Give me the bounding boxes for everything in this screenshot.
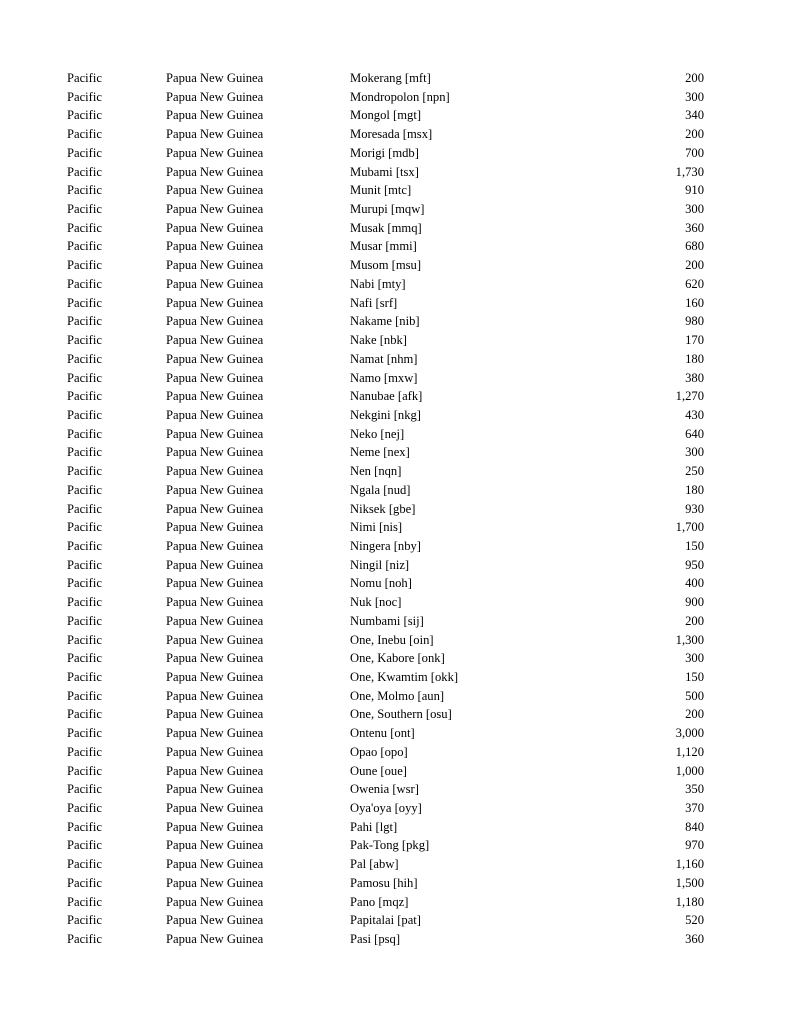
region-cell: Pacific bbox=[67, 482, 102, 497]
speakers-cell: 1,730 bbox=[675, 164, 704, 179]
speakers-cell: 640 bbox=[685, 426, 704, 441]
country-cell: Papua New Guinea bbox=[166, 838, 264, 853]
country-cell: Papua New Guinea bbox=[166, 894, 264, 909]
region-cell: Pacific bbox=[67, 688, 102, 703]
country-cell: Papua New Guinea bbox=[166, 220, 264, 235]
language-cell: One, Molmo [aun] bbox=[350, 688, 445, 703]
region-cell: Pacific bbox=[67, 220, 102, 235]
table-row bbox=[0, 90, 791, 109]
speakers-cell: 980 bbox=[685, 314, 704, 329]
country-cell: Papua New Guinea bbox=[166, 595, 264, 610]
speakers-cell: 700 bbox=[685, 145, 704, 160]
speakers-cell: 300 bbox=[685, 445, 704, 460]
speakers-cell: 160 bbox=[685, 295, 704, 310]
country-cell: Papua New Guinea bbox=[166, 164, 264, 179]
country-cell: Papua New Guinea bbox=[166, 407, 264, 422]
language-cell: Opao [opo] bbox=[350, 744, 408, 759]
speakers-cell: 180 bbox=[685, 482, 704, 497]
speakers-cell: 910 bbox=[685, 183, 704, 198]
region-cell: Pacific bbox=[67, 595, 102, 610]
language-cell: Ngala [nud] bbox=[350, 482, 411, 497]
language-cell: One, Inebu [oin] bbox=[350, 632, 434, 647]
country-cell: Papua New Guinea bbox=[166, 707, 264, 722]
table-row bbox=[0, 876, 791, 895]
language-cell: One, Kwamtim [okk] bbox=[350, 670, 459, 684]
language-cell: Mokerang [mft] bbox=[350, 71, 431, 85]
region-cell: Pacific bbox=[67, 707, 102, 722]
speakers-cell: 680 bbox=[685, 239, 704, 254]
country-cell: Papua New Guinea bbox=[166, 520, 264, 535]
table-row bbox=[0, 895, 791, 914]
speakers-cell: 1,180 bbox=[675, 894, 704, 909]
country-cell: Papua New Guinea bbox=[166, 857, 264, 872]
region-cell: Pacific bbox=[67, 651, 102, 666]
language-cell: Papitalai [pat] bbox=[350, 913, 421, 928]
table-row bbox=[0, 689, 791, 708]
country-cell: Papua New Guinea bbox=[166, 464, 264, 479]
region-cell: Pacific bbox=[67, 351, 102, 366]
region-cell: Pacific bbox=[67, 127, 102, 142]
language-cell: Nuk [noc] bbox=[350, 595, 402, 610]
region-cell: Pacific bbox=[67, 857, 102, 872]
country-cell: Papua New Guinea bbox=[166, 276, 264, 291]
table-row bbox=[0, 595, 791, 614]
language-cell: Owenia [wsr] bbox=[350, 782, 419, 797]
country-cell: Papua New Guinea bbox=[166, 351, 264, 366]
region-cell: Pacific bbox=[67, 295, 102, 310]
country-cell: Papua New Guinea bbox=[166, 782, 264, 797]
country-cell: Papua New Guinea bbox=[166, 333, 264, 348]
speakers-cell: 300 bbox=[685, 651, 704, 666]
table-row bbox=[0, 127, 791, 146]
language-cell: Neko [nej] bbox=[350, 426, 405, 441]
language-cell: Nakame [nib] bbox=[350, 314, 420, 329]
speakers-cell: 520 bbox=[685, 913, 704, 928]
language-cell: Nimi [nis] bbox=[350, 520, 403, 535]
country-cell: Papua New Guinea bbox=[166, 651, 264, 666]
region-cell: Pacific bbox=[67, 632, 102, 647]
region-cell: Pacific bbox=[67, 333, 102, 348]
country-cell: Papua New Guinea bbox=[166, 501, 264, 516]
speakers-cell: 1,300 bbox=[675, 632, 704, 647]
language-cell: Murupi [mqw] bbox=[350, 202, 425, 217]
language-cell: Oune [oue] bbox=[350, 763, 407, 778]
speakers-cell: 380 bbox=[685, 370, 704, 385]
table-row bbox=[0, 651, 791, 670]
speakers-cell: 950 bbox=[685, 557, 704, 572]
region-cell: Pacific bbox=[67, 370, 102, 385]
speakers-cell: 200 bbox=[685, 127, 704, 142]
country-cell: Papua New Guinea bbox=[166, 744, 264, 759]
speakers-cell: 1,000 bbox=[675, 763, 704, 778]
table-row bbox=[0, 670, 791, 689]
country-cell: Papua New Guinea bbox=[166, 613, 264, 628]
language-cell: Nomu [noh] bbox=[350, 576, 412, 591]
speakers-cell: 250 bbox=[685, 464, 704, 479]
region-cell: Pacific bbox=[67, 89, 102, 104]
country-cell: Papua New Guinea bbox=[166, 314, 264, 329]
region-cell: Pacific bbox=[67, 913, 102, 928]
speakers-cell: 200 bbox=[685, 71, 704, 85]
language-cell: Musak [mmq] bbox=[350, 220, 422, 235]
table-row bbox=[0, 277, 791, 296]
country-cell: Papua New Guinea bbox=[166, 557, 264, 572]
speakers-cell: 1,700 bbox=[675, 520, 704, 535]
table-row bbox=[0, 932, 791, 951]
speakers-cell: 3,000 bbox=[675, 726, 704, 741]
table-row bbox=[0, 183, 791, 202]
table-row bbox=[0, 239, 791, 258]
region-cell: Pacific bbox=[67, 464, 102, 479]
table-row bbox=[0, 764, 791, 783]
table-row bbox=[0, 258, 791, 277]
table-row bbox=[0, 389, 791, 408]
country-cell: Papua New Guinea bbox=[166, 576, 264, 591]
country-cell: Papua New Guinea bbox=[166, 538, 264, 553]
language-cell: Mondropolon [npn] bbox=[350, 89, 450, 104]
country-cell: Papua New Guinea bbox=[166, 819, 264, 834]
region-cell: Pacific bbox=[67, 108, 102, 123]
language-cell: Pasi [psq] bbox=[350, 932, 401, 947]
country-cell: Papua New Guinea bbox=[166, 913, 264, 928]
speakers-cell: 430 bbox=[685, 407, 704, 422]
table-row bbox=[0, 108, 791, 127]
speakers-cell: 200 bbox=[685, 258, 704, 273]
language-cell: Morigi [mdb] bbox=[350, 145, 419, 160]
language-cell: Mongol [mgt] bbox=[350, 108, 422, 123]
language-cell: Mubami [tsx] bbox=[350, 164, 419, 179]
speakers-cell: 930 bbox=[685, 501, 704, 516]
language-cell: Nafi [srf] bbox=[350, 295, 398, 310]
language-cell: Oya'oya [oyy] bbox=[350, 801, 422, 816]
table-row bbox=[0, 314, 791, 333]
region-cell: Pacific bbox=[67, 314, 102, 329]
region-cell: Pacific bbox=[67, 557, 102, 572]
region-cell: Pacific bbox=[67, 501, 102, 516]
region-cell: Pacific bbox=[67, 276, 102, 291]
region-cell: Pacific bbox=[67, 838, 102, 853]
speakers-cell: 970 bbox=[685, 838, 704, 853]
table-row bbox=[0, 520, 791, 539]
country-cell: Papua New Guinea bbox=[166, 108, 264, 123]
country-cell: Papua New Guinea bbox=[166, 875, 264, 890]
region-cell: Pacific bbox=[67, 389, 102, 404]
country-cell: Papua New Guinea bbox=[166, 688, 264, 703]
language-cell: Pamosu [hih] bbox=[350, 875, 418, 890]
language-cell: Pal [abw] bbox=[350, 857, 399, 872]
country-cell: Papua New Guinea bbox=[166, 370, 264, 385]
table-row bbox=[0, 576, 791, 595]
speakers-cell: 1,120 bbox=[675, 744, 704, 759]
country-cell: Papua New Guinea bbox=[166, 145, 264, 160]
language-cell: Namo [mxw] bbox=[350, 370, 418, 385]
country-cell: Papua New Guinea bbox=[166, 89, 264, 104]
speakers-cell: 370 bbox=[685, 801, 704, 816]
region-cell: Pacific bbox=[67, 576, 102, 591]
speakers-cell: 1,500 bbox=[675, 875, 704, 890]
region-cell: Pacific bbox=[67, 875, 102, 890]
country-cell: Papua New Guinea bbox=[166, 127, 264, 142]
speakers-cell: 1,160 bbox=[675, 857, 704, 872]
language-cell: Nanubae [afk] bbox=[350, 389, 423, 404]
region-cell: Pacific bbox=[67, 726, 102, 741]
table-row bbox=[0, 820, 791, 839]
country-cell: Papua New Guinea bbox=[166, 239, 264, 254]
region-cell: Pacific bbox=[67, 613, 102, 628]
table-row bbox=[0, 352, 791, 371]
country-cell: Papua New Guinea bbox=[166, 202, 264, 217]
language-cell: Munit [mtc] bbox=[350, 183, 412, 198]
region-cell: Pacific bbox=[67, 819, 102, 834]
language-cell: Nekgini [nkg] bbox=[350, 407, 421, 422]
language-cell: Ningil [niz] bbox=[350, 557, 410, 572]
speakers-cell: 150 bbox=[685, 538, 704, 553]
language-cell: Musar [mmi] bbox=[350, 239, 417, 254]
speakers-cell: 900 bbox=[685, 595, 704, 610]
region-cell: Pacific bbox=[67, 520, 102, 535]
region-cell: Pacific bbox=[67, 894, 102, 909]
language-cell: Ontenu [ont] bbox=[350, 726, 415, 741]
country-cell: Papua New Guinea bbox=[166, 445, 264, 460]
country-cell: Papua New Guinea bbox=[166, 482, 264, 497]
language-cell: One, Southern [osu] bbox=[350, 707, 452, 722]
region-cell: Pacific bbox=[67, 670, 102, 684]
speakers-cell: 300 bbox=[685, 202, 704, 217]
table-row bbox=[0, 165, 791, 184]
speakers-cell: 350 bbox=[685, 782, 704, 797]
region-cell: Pacific bbox=[67, 932, 102, 947]
speakers-cell: 300 bbox=[685, 89, 704, 104]
table-row bbox=[0, 371, 791, 390]
table-row bbox=[0, 296, 791, 315]
region-cell: Pacific bbox=[67, 538, 102, 553]
region-cell: Pacific bbox=[67, 744, 102, 759]
region-cell: Pacific bbox=[67, 239, 102, 254]
table-row bbox=[0, 333, 791, 352]
speakers-cell: 1,270 bbox=[675, 389, 704, 404]
speakers-cell: 200 bbox=[685, 613, 704, 628]
country-cell: Papua New Guinea bbox=[166, 932, 264, 947]
table-row bbox=[0, 558, 791, 577]
language-cell: Musom [msu] bbox=[350, 258, 422, 273]
region-cell: Pacific bbox=[67, 801, 102, 816]
region-cell: Pacific bbox=[67, 258, 102, 273]
language-cell: Neme [nex] bbox=[350, 445, 410, 460]
table-row bbox=[0, 483, 791, 502]
table-row bbox=[0, 146, 791, 165]
table-row bbox=[0, 539, 791, 558]
table-row bbox=[0, 838, 791, 857]
speakers-cell: 170 bbox=[685, 333, 704, 348]
country-cell: Papua New Guinea bbox=[166, 763, 264, 778]
language-cell: Nabi [mty] bbox=[350, 276, 406, 291]
region-cell: Pacific bbox=[67, 445, 102, 460]
language-cell: Moresada [msx] bbox=[350, 127, 433, 142]
country-cell: Papua New Guinea bbox=[166, 295, 264, 310]
country-cell: Papua New Guinea bbox=[166, 726, 264, 741]
language-cell: Pano [mqz] bbox=[350, 894, 409, 909]
table-row bbox=[0, 427, 791, 446]
region-cell: Pacific bbox=[67, 145, 102, 160]
table-row bbox=[0, 782, 791, 801]
region-cell: Pacific bbox=[67, 763, 102, 778]
speakers-cell: 340 bbox=[685, 108, 704, 123]
country-cell: Papua New Guinea bbox=[166, 632, 264, 647]
speakers-cell: 400 bbox=[685, 576, 704, 591]
table-row bbox=[0, 707, 791, 726]
country-cell: Papua New Guinea bbox=[166, 258, 264, 273]
region-cell: Pacific bbox=[67, 426, 102, 441]
country-cell: Papua New Guinea bbox=[166, 670, 264, 684]
language-cell: Nake [nbk] bbox=[350, 333, 407, 348]
speakers-cell: 500 bbox=[685, 688, 704, 703]
language-cell: One, Kabore [onk] bbox=[350, 651, 445, 666]
speakers-cell: 150 bbox=[685, 670, 704, 684]
speakers-cell: 180 bbox=[685, 351, 704, 366]
speakers-cell: 840 bbox=[685, 819, 704, 834]
language-cell: Pak-Tong [pkg] bbox=[350, 838, 430, 853]
speakers-cell: 200 bbox=[685, 707, 704, 722]
table-row bbox=[0, 221, 791, 240]
table-row bbox=[0, 202, 791, 221]
language-cell: Niksek [gbe] bbox=[350, 501, 416, 516]
language-cell: Pahi [lgt] bbox=[350, 819, 398, 834]
region-cell: Pacific bbox=[67, 407, 102, 422]
table-row bbox=[0, 726, 791, 745]
region-cell: Pacific bbox=[67, 164, 102, 179]
table-row bbox=[0, 913, 791, 932]
table-row bbox=[0, 408, 791, 427]
country-cell: Papua New Guinea bbox=[166, 71, 264, 85]
speakers-cell: 360 bbox=[685, 932, 704, 947]
table-row bbox=[0, 445, 791, 464]
region-cell: Pacific bbox=[67, 183, 102, 198]
language-cell: Namat [nhm] bbox=[350, 351, 418, 366]
country-cell: Papua New Guinea bbox=[166, 389, 264, 404]
language-cell: Ningera [nby] bbox=[350, 538, 421, 553]
speakers-cell: 360 bbox=[685, 220, 704, 235]
table-row bbox=[0, 71, 791, 90]
country-cell: Papua New Guinea bbox=[166, 426, 264, 441]
table-row bbox=[0, 801, 791, 820]
table-row bbox=[0, 464, 791, 483]
region-cell: Pacific bbox=[67, 782, 102, 797]
region-cell: Pacific bbox=[67, 202, 102, 217]
speakers-cell: 620 bbox=[685, 276, 704, 291]
country-cell: Papua New Guinea bbox=[166, 183, 264, 198]
region-cell: Pacific bbox=[67, 71, 102, 85]
table-row bbox=[0, 633, 791, 652]
table-row bbox=[0, 614, 791, 633]
language-cell: Nen [nqn] bbox=[350, 464, 402, 479]
language-cell: Numbami [sij] bbox=[350, 613, 424, 628]
country-cell: Papua New Guinea bbox=[166, 801, 264, 816]
table-row bbox=[0, 857, 791, 876]
table-row bbox=[0, 502, 791, 521]
table-row bbox=[0, 745, 791, 764]
